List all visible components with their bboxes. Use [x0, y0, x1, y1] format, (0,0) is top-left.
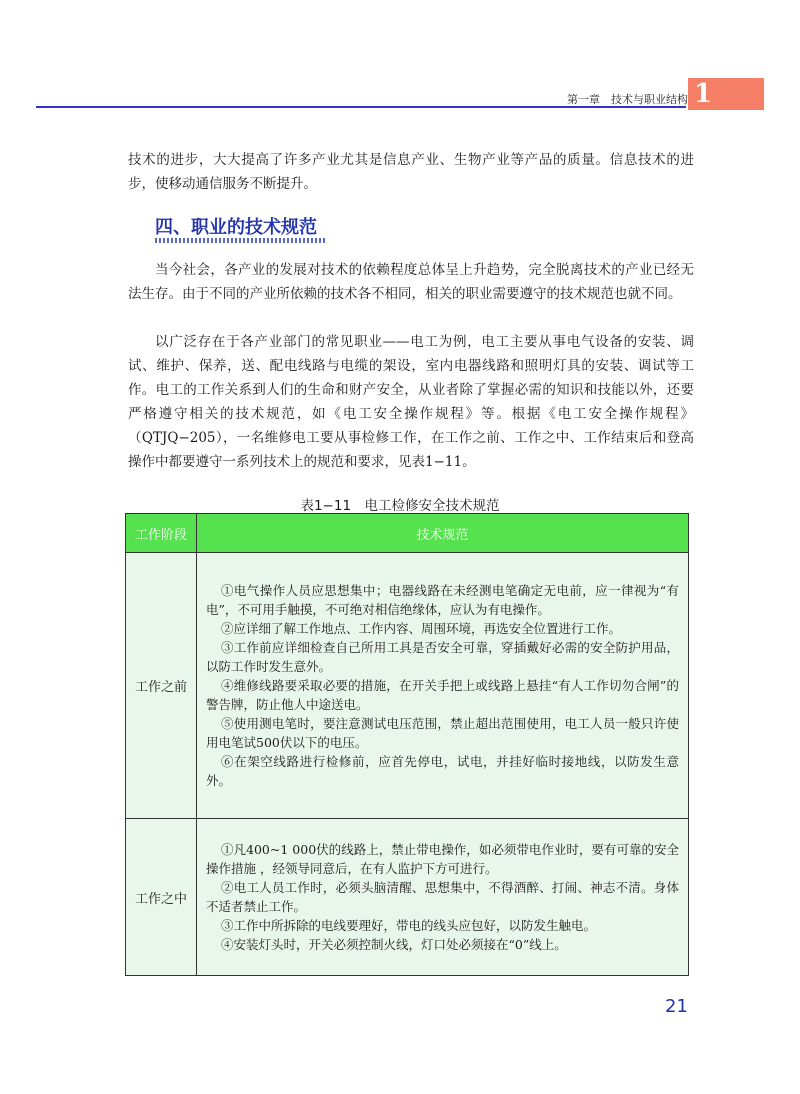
chapter-tab: 1: [688, 78, 764, 110]
body-paragraph-2: 以广泛存在于各产业部门的常见职业——电工为例，电工主要从事电气设备的安装、调试、维护、保养，送、配电线路与电缆的架设，室内电器线路和照明灯具的安装、调试等工作。电工的工作关系到人们的生命和财产安全，从业者除了掌握必需的知识和技能以外，还要严格遵守相关的技术规范，如《电工安全操作规程》等。根据《电工安全操作规程》（QTJQ−205），一名维修电工要从事检修工作，在工作之前、工作之中、工作结束后和登高操作中都要遵守一系列技术上的规范和要求，见表1−11。: [128, 334, 694, 470]
spec-item: ④维修线路要采取必要的措施，在开关手把上或线路上悬挂“有人工作切勿合闸”的警告牌，防止他人中途送电。: [206, 678, 679, 712]
spec-item: ④安装灯头时，开关必须控制火线，灯口处必须接在“0”线上。: [221, 937, 567, 952]
spec-cell: [197, 819, 689, 976]
running-header: 第一章 技术与职业结构: [567, 93, 688, 106]
spec-item: ①电气操作人员应思想集中；电器线路在未经测电笔确定无电前，应一律视为“有电”，不可用手触摸，不可绝对相信绝缘体，应认为有电操作。: [206, 583, 679, 617]
stage-cell: 工作之前: [126, 553, 197, 819]
intro-paragraph: 技术的进步，大大提高了许多产业尤其是信息产业、生物产业等产品的质量。信息技术的进步，使移动通信服务不断提升。: [128, 152, 694, 192]
spec-item: ⑥在架空线路进行检修前，应首先停电，试电，并挂好临时接地线，以防发生意外。: [206, 754, 679, 788]
spec-item: ③工作中所拆除的电线要理好，带电的线头应包好，以防发生触电。: [221, 918, 597, 933]
spec-item: ⑤使用测电笔时，要注意测试电压范围，禁止超出范围使用，电工人员一般只许使用电笔试500伏以下的电压。: [206, 716, 679, 750]
header-spec: 技术规范: [197, 514, 689, 553]
table-caption: 表1−11 电工检修安全技术规范: [300, 498, 500, 514]
spec-cell: [197, 553, 689, 819]
table-row: [126, 819, 689, 976]
page-number: 21: [665, 996, 688, 1017]
spec-item: ③工作前应详细检查自己所用工具是否安全可靠，穿插戴好必需的安全防护用品，以防工作时发生意外。: [206, 640, 679, 674]
safety-spec-table: [125, 513, 689, 976]
stage-cell: 工作之中: [126, 819, 197, 976]
table-row: [126, 553, 689, 819]
spec-item: ②应详细了解工作地点、工作内容、周围环境，再选安全位置进行工作。: [221, 621, 622, 636]
spec-item: ②电工人员工作时，必须头脑清醒、思想集中，不得酒醉、打闹、神志不清。身体不适者禁止工作。: [206, 880, 679, 914]
section-heading: 四、职业的技术规范: [155, 217, 317, 238]
body-paragraph-1: 当今社会，各产业的发展对技术的依赖程度总体呈上升趋势，完全脱离技术的产业已经无法生存。由于不同的产业所依赖的技术各不相同，相关的职业需要遵守的技术规范也就不同。: [128, 262, 694, 302]
section-heading-decoration: [155, 238, 327, 243]
spec-item: ①凡400~1 000伏的线路上，禁止带电操作，如必须带电作业时，要有可靠的安全操作措施 ，经领导同意后，在有人监护下方可进行。: [206, 842, 679, 876]
header-stage: 工作阶段: [126, 514, 197, 553]
table-header-row: [126, 514, 689, 553]
